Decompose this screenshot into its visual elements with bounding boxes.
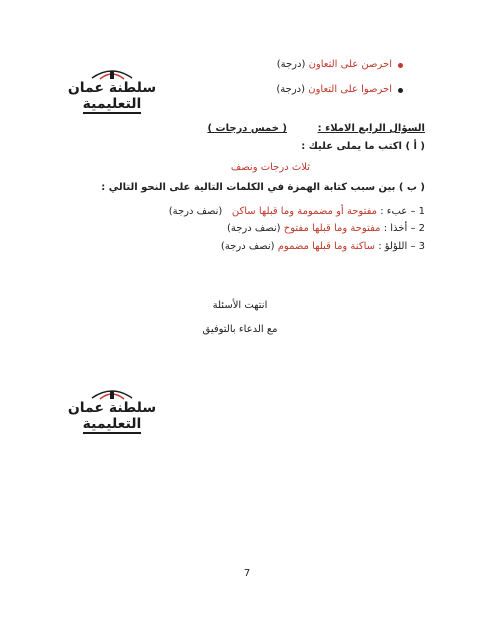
question-marks: ( خمس درجات ) [207, 123, 287, 134]
logo-text-line2: التعليمية [82, 96, 142, 112]
part-a-score: ثلاث درجات ونصف [230, 162, 310, 173]
answer-reason: ساكنة وما قبلها مضموم [277, 241, 375, 252]
answer-row [221, 240, 425, 254]
answer-word: أخذا : [383, 223, 408, 234]
answer-number: 2 – [410, 223, 425, 234]
answer-number: 3 – [410, 241, 425, 252]
answer-score: (نصف درجة) [220, 241, 275, 252]
answer-number: 1 – [410, 206, 425, 217]
answer-row [169, 205, 425, 219]
bullet-points: (درجة) [276, 84, 306, 95]
bullet-icon [398, 88, 403, 93]
bullet-text: احرصوا على التعاون [308, 84, 392, 95]
logo-text-line2: التعليمية [82, 416, 142, 432]
ministry-logo [66, 66, 158, 114]
bullet-text: احرصن على التعاون [308, 59, 392, 70]
bullet-item [277, 58, 392, 72]
ministry-logo [66, 386, 158, 434]
answer-row [227, 222, 425, 236]
closing-line-2: مع الدعاء بالتوفيق [202, 324, 278, 335]
answer-reason: مفتوحة أو مضمومة وما قبلها ساكن [231, 206, 378, 217]
answer-score: (نصف درجة) [168, 206, 223, 217]
closing-line-1: انتهت الأسئلة [212, 300, 268, 311]
answer-word: عبء : [380, 206, 408, 217]
answer-reason: مفتوحة وما قبلها مفتوح [283, 223, 381, 234]
logo-text-line1: سلطنة عمان [67, 400, 157, 416]
bullet-icon [398, 63, 403, 68]
part-a-prompt: ( أ ) اكتب ما يملى عليك : [301, 141, 425, 152]
question-title: السؤال الرابع الاملاء : [317, 123, 425, 134]
bullet-points: (درجة) [276, 59, 306, 70]
part-b-prompt: ( ب ) بين سبب كتابة الهمزة في الكلمات التالية على النحو التالي : [101, 182, 425, 193]
logo-text-line1: سلطنة عمان [67, 80, 157, 96]
answer-score: (نصف درجة) [226, 223, 281, 234]
bullet-item [276, 83, 392, 97]
answer-word: اللؤلؤ : [378, 241, 408, 252]
page-number: 7 [243, 568, 251, 579]
